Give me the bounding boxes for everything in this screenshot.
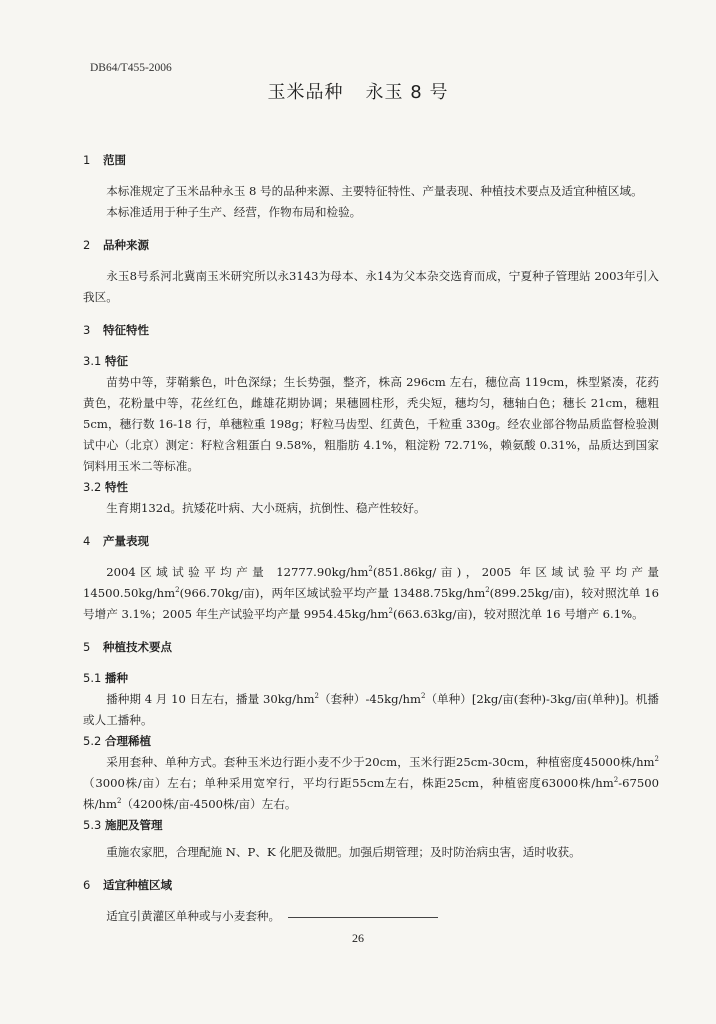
section-number: 3 [83, 323, 91, 337]
section-title: 品种来源 [103, 238, 149, 252]
section-2-heading [83, 235, 659, 256]
subsection-title: 特征 [105, 354, 128, 368]
section-6-paragraph: 适宜引黄灌区单种或与小麦套种。 [106, 909, 281, 923]
section-1-heading [83, 150, 659, 171]
subsection-number: 5.3 [83, 818, 102, 832]
subsection-number: 5.2 [83, 734, 102, 748]
superscript: 2 [116, 797, 122, 806]
density-text-part: （4200株/亩-4500株/亩）左右。 [121, 797, 297, 811]
superscript: 2 [485, 586, 490, 595]
document-title [0, 78, 716, 104]
sowing-text-part: （单种）[2kg/亩(套种)-3kg/亩(单种)]。机播或人工播种。 [83, 692, 659, 727]
subsection-5-1-heading [83, 668, 659, 689]
section-title: 产量表现 [103, 534, 149, 548]
section-number: 2 [83, 238, 91, 252]
section-2-paragraph-1: 永玉8号系河北冀南玉米研究所以永3143为母本、永14为父本杂交选育而成，宁夏种子管理站 2003年引入我区。 [83, 269, 659, 304]
subsection-3-1-paragraph: 苗势中等，芽鞘紫色，叶色深绿；生长势强，整齐，株高 296cm 左右，穗位高 119cm，株型紧凑，花药黄色，花粉量中等，花丝红色，雌雄花期协调；果穗圆柱形，秃尖短，穗均匀，穗轴白色；穗长 21cm，穗粗 5cm，穗行数 16-18 行，单穗粒重 198g；籽粒马齿型、红黄色，千粒重 330g。经农业部谷物品质监督检验测试中心（北京）测定：籽粒含粗蛋白 9.58%，粗脂肪 4.1%，粗淀粉 72.71%，赖氨酸 0.31%，品质达到国家饲料用玉米二等标准。 [83, 375, 659, 473]
superscript: 2 [420, 692, 426, 701]
section-number: 1 [83, 153, 91, 167]
density-text-part: -67500株/hm [83, 776, 659, 811]
subsection-5-3-heading [83, 815, 659, 836]
subsection-title: 特性 [105, 480, 128, 494]
section-3-heading [83, 320, 659, 341]
subsection-title: 合理稀植 [105, 734, 151, 748]
subsection-title: 播种 [105, 671, 128, 685]
section-title: 种植技术要点 [103, 640, 172, 654]
section-6-heading [83, 875, 659, 896]
superscript: 2 [388, 607, 393, 616]
section-1-paragraph-1: 本标准规定了玉米品种永玉 8 号的品种来源、主要特征特性、产量表现、种植技术要点及适宜种植区域。 [106, 184, 643, 198]
superscript: 2 [175, 586, 180, 595]
yield-text-part: (966.70kg/亩)，两年区域试验平均产量 13488.75kg/hm [179, 586, 486, 600]
subsection-title: 施肥及管理 [105, 818, 163, 832]
sowing-text-part: （套种）-45kg/hm [319, 692, 421, 706]
subsection-3-2-paragraph: 生育期132d。抗矮花叶病、大小斑病，抗倒性、稳产性较好。 [106, 501, 426, 515]
density-text-part: 采用套种、单种方式。套种玉米边行距小麦不少于20cm，玉米行距25cm-30cm，种植密度45000株/hm [106, 755, 655, 769]
superscript: 2 [368, 565, 373, 574]
subsection-number: 3.2 [83, 480, 102, 494]
sowing-text-part: 播种期 4 月 10 日左右，播量 30kg/hm [106, 692, 315, 706]
subsection-5-1-paragraph [83, 689, 659, 731]
section-5-heading [83, 637, 659, 658]
title-part-1: 玉米品种 [267, 82, 344, 103]
density-text-part: （3000株/亩）左右；单种采用宽窄行，平均行距55cm左右，株距25cm，种植密度63000株/hm [83, 776, 614, 790]
section-number: 4 [83, 534, 91, 548]
yield-text-part: (663.63kg/亩)，较对照沈单 16 号增产 6.1%。 [392, 607, 644, 621]
section-number: 6 [83, 878, 91, 892]
subsection-number: 5.1 [83, 671, 102, 685]
section-4-heading [83, 531, 659, 552]
section-title: 特征特性 [103, 323, 149, 337]
subsection-3-2-heading [83, 477, 659, 498]
page-number: 26 [352, 931, 364, 945]
section-title: 范围 [103, 153, 126, 167]
document-body [83, 150, 659, 927]
subsection-5-2-paragraph [83, 752, 659, 815]
superscript: 2 [314, 692, 319, 701]
section-1-paragraph-2: 本标准适用于种子生产、经营，作物布局和检验。 [106, 205, 362, 219]
subsection-5-3-paragraph: 重施农家肥，合理配施 N、P、K 化肥及微肥。加强后期管理；及时防治病虫害，适时收获。 [106, 845, 581, 859]
superscript: 2 [654, 755, 659, 764]
yield-text-part: (899.25kg/亩)，较对照沈单 16 号增产 3.1%；2005 年生产试验平均产量 9954.45kg/hm [83, 586, 659, 621]
yield-text-part: (851.86kg/亩)，2005 年区域试验平均产量 14500.50kg/hm [83, 565, 659, 600]
section-4-paragraph [83, 562, 659, 625]
standard-code: DB64/T455-2006 [90, 62, 172, 74]
section-number: 5 [83, 640, 91, 654]
subsection-5-2-heading [83, 731, 659, 752]
yield-text-part: 2004区域试验平均产量 12777.90kg/hm [106, 565, 369, 579]
superscript: 2 [613, 776, 619, 785]
subsection-number: 3.1 [83, 354, 102, 368]
section-title: 适宜种植区域 [103, 878, 172, 892]
footer-rule [288, 917, 438, 918]
subsection-3-1-heading [83, 351, 659, 372]
title-part-2: 永玉 8 号 [365, 82, 449, 103]
